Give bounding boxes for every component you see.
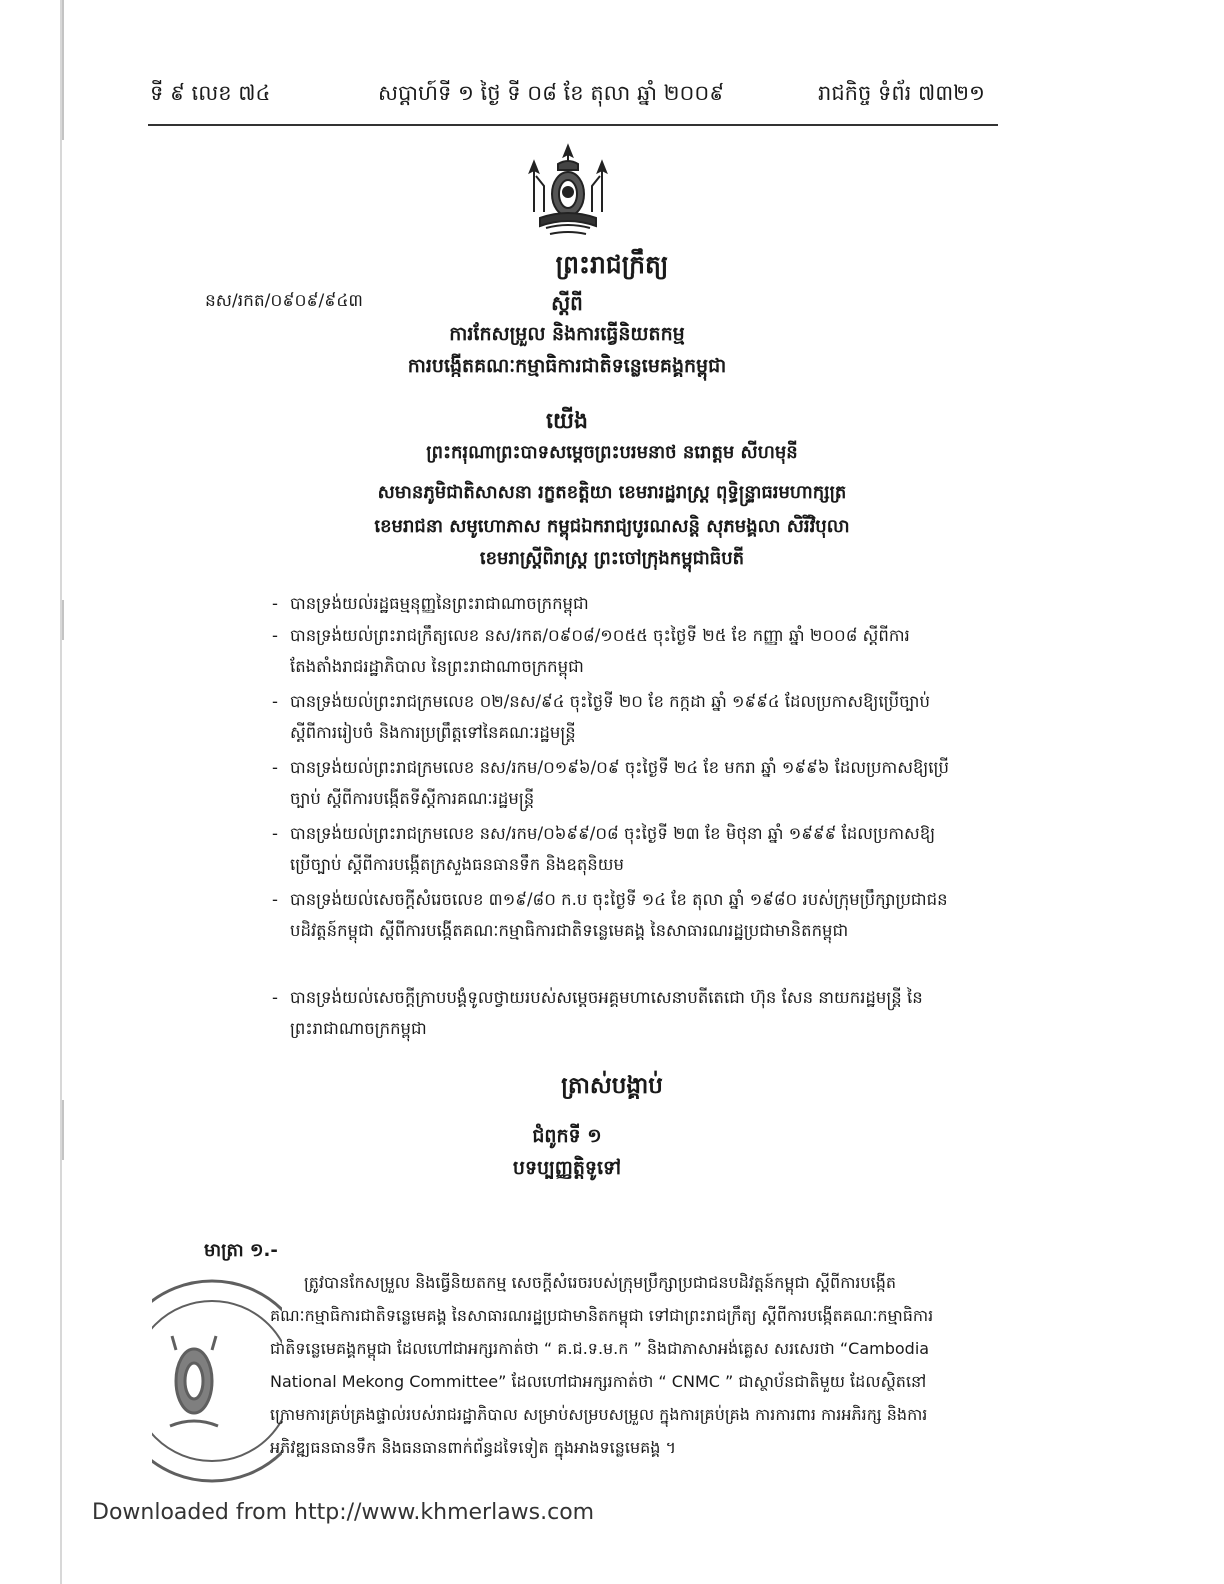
reference-text: បានទ្រង់យល់រដ្ឋធម្មនុញ្ញនៃព្រះរាជាណាចក្រកម្ពុជា xyxy=(290,594,589,613)
decree-heading: ត្រាស់បង្គាប់ xyxy=(561,1073,663,1099)
reference-item: - បានទ្រង់យល់សេចក្តីក្រាបបង្គំទូលថ្វាយរបស់សម្តេចអគ្គមហាសេនាបតីតេជោ ហ៊ុន សែន នាយករដ្ឋមន្ត្រី នៃព្រះរាជាណាចក្រកម្ពុជា xyxy=(272,988,923,1038)
official-seal-icon xyxy=(152,1276,282,1486)
document-number: នស/រកត/០៩០៩/៩៤៣ xyxy=(205,291,363,311)
reference-item: - បានទ្រង់យល់ព្រះរាជក្រមលេខ នស/រកម/០៦៩៩/០៨ ចុះថ្ងៃទី ២៣ ខែ មិថុនា ឆ្នាំ ១៩៩៩ ដែលប្រកាសឱ្យប្រើច្បាប់ ស្តីពីការបង្កើតក្រសួងធនធានទឹក និងឧតុនិយម xyxy=(272,824,936,874)
reference-text: បានទ្រង់យល់ព្រះរាជក្រមលេខ នស/រកម/០៦៩៩/០៨ ចុះថ្ងៃទី ២៣ ខែ មិថុនា ឆ្នាំ ១៩៩៩ ដែលប្រកាសឱ្យប្រើច្បាប់ ស្តីពីការបង្កើតក្រសួងធនធានទឹក និងឧតុនិយម xyxy=(290,824,936,874)
gazette-issue: ទី ៩ លេខ ៧៤ xyxy=(150,81,271,105)
reference-text: បានទ្រង់យល់សេចក្តីសំរេចលេខ ៣១៩/៨០ ក.ប ចុះថ្ងៃទី ១៤ ខែ តុលា ឆ្នាំ ១៩៨០ របស់ក្រុមប្រឹក្សាប្រជាជនបដិវត្តន៍កម្ពុជា ស្តីពីការបង្កើតគណៈកម្មាធិការជាតិទន្លេមេគង្គ នៃសាធារណរដ្ឋប្រជាមានិតកម្ពុជា xyxy=(290,890,948,940)
reference-item: - បានទ្រង់យល់សេចក្តីសំរេចលេខ ៣១៩/៨០ ក.ប ចុះថ្ងៃទី ១៤ ខែ តុលា ឆ្នាំ ១៩៨០ របស់ក្រុមប្រឹក្សាប្រជាជនបដិវត្តន៍កម្ពុជា ស្តីពីការបង្កើតគណៈកម្មាធិការជាតិទន្លេមេគង្គ នៃសាធារណរដ្ឋប្រជាមានិតកម្ពុជា xyxy=(272,890,948,940)
chapter-title: បទប្បញ្ញត្តិទូទៅ xyxy=(512,1157,622,1179)
download-source-footer: Downloaded from http://www.khmerlaws.com xyxy=(92,1500,595,1525)
reference-item: - បានទ្រង់យល់ព្រះរាជក្រមលេខ ០២/នស/៩៤ ចុះថ្ងៃទី ២០ ខែ កក្កដា ឆ្នាំ ១៩៩៤ ដែលប្រកាសឱ្យប្រើច្បាប់ ស្តីពីការរៀបចំ និងការប្រព្រឹត្តទៅនៃគណៈរដ្ឋមន្ត្រី xyxy=(272,692,930,742)
scan-edge-mark xyxy=(62,0,64,140)
scan-edge-mark xyxy=(62,600,64,640)
reference-text: បានទ្រង់យល់សេចក្តីក្រាបបង្គំទូលថ្វាយរបស់សម្តេចអគ្គមហាសេនាបតីតេជោ ហ៊ុន សែន នាយករដ្ឋមន្ត្រី នៃព្រះរាជាណាចក្រកម្ពុជា xyxy=(290,988,923,1038)
reference-item: - បានទ្រង់យល់ព្រះរាជក្រមលេខ នស/រកម/០១៩៦/០៩ ចុះថ្ងៃទី ២៤ ខែ មករា ឆ្នាំ ១៩៩៦ ដែលប្រកាសឱ្យប្រើច្បាប់ ស្តីពីការបង្កើតទីស្តីការគណៈរដ្ឋមន្ត្រី xyxy=(272,758,949,808)
subject-line: ការបង្កើតគណៈកម្មាធិការជាតិទន្លេមេគង្គកម្ពុជា xyxy=(407,355,727,377)
scan-edge-line xyxy=(60,0,62,1584)
gazette-header xyxy=(150,80,1010,120)
king-title-line: ព្រះករុណាព្រះបាទសម្តេចព្រះបរមនាថ នរោត្តម សីហមុនី xyxy=(426,442,798,463)
gazette-page: រាជកិច្ច ទំព័រ ៧៣២១ xyxy=(818,81,985,105)
royal-emblem-icon xyxy=(520,142,616,242)
subject-line: ការកែសម្រួល និងការធ្វើនិយតកម្ម xyxy=(449,323,685,345)
article-text: ត្រូវបានកែសម្រួល និងធ្វើនិយតកម្ម សេចក្តីសំរេចរបស់ក្រុមប្រឹក្សាប្រជាជនបដិវត្តន៍កម្ពុជា ស្តីពីការបង្កើតគណៈកម្មាធិការជាតិទន្លេមេគង្គ នៃសាធារណរដ្ឋប្រជាមានិតកម្ពុជា ទៅជាព្រះរាជក្រឹត្យ ស្តីពីការបង្កើតគណៈកម្មាធិការជាតិទន្លេមេគង្គកម្ពុជា ដែលហៅជាអក្សរកាត់ថា “ គ.ជ.ទ.ម.ក ” និងជាភាសាអង់គ្លេស សរសេរថា “Cambodia National Mekong Committee” ដែលហៅជាអក្សរកាត់ថា “ CNMC ” ជាស្ថាប័នជាតិមួយ ដែលស្ថិតនៅក្រោមការគ្រប់គ្រងផ្ទាល់របស់រាជរដ្ឋាភិបាល សម្រាប់សម្របសម្រួល ក្នុងការគ្រប់គ្រង ការការពារ ការអភិរក្ស និងការអភិវឌ្ឍធនធានទឹក និងធនធានពាក់ព័ន្ធដទៃទៀត ក្នុងអាងទន្លេមេគង្គ ។ xyxy=(270,1273,934,1457)
king-title-line: ខេមរាស្ត្រីពិរាស្ត្រ ព្រះចៅក្រុងកម្ពុជាធិបតី xyxy=(479,548,745,569)
chapter-number: ជំពូកទី ១ xyxy=(532,1125,602,1147)
preamble-we: យើង xyxy=(546,409,588,434)
header-rule xyxy=(148,124,998,126)
reference-item: - បានទ្រង់យល់ព្រះរាជក្រឹត្យលេខ នស/រកត/០៩០៨/១០៥៥ ចុះថ្ងៃទី ២៥ ខែ កញ្ញា ឆ្នាំ ២០០៨ ស្តីពីការតែងតាំងរាជរដ្ឋាភិបាល នៃព្រះរាជាណាចក្រកម្ពុជា xyxy=(272,626,910,676)
gazette-date: សប្តាហ៍ទី ១ ថ្ងៃ ទី ០៨ ខែ តុលា ឆ្នាំ ២០០៩ xyxy=(378,81,725,105)
king-title-line: សមានភូមិជាតិសាសនា រក្ខតខត្តិយា ខេមរារដ្ឋរាស្ត្រ ពុទ្ធិន្ទ្រាធរមហាក្សត្រ xyxy=(377,482,847,503)
reference-text: បានទ្រង់យល់ព្រះរាជក្រឹត្យលេខ នស/រកត/០៩០៨/១០៥៥ ចុះថ្ងៃទី ២៥ ខែ កញ្ញា ឆ្នាំ ២០០៨ ស្តីពីការតែងតាំងរាជរដ្ឋាភិបាល នៃព្រះរាជាណាចក្រកម្ពុជា xyxy=(290,626,910,676)
reference-text: បានទ្រង់យល់ព្រះរាជក្រមលេខ ០២/នស/៩៤ ចុះថ្ងៃទី ២០ ខែ កក្កដា ឆ្នាំ ១៩៩៤ ដែលប្រកាសឱ្យប្រើច្បាប់ ស្តីពីការរៀបចំ និងការប្រព្រឹត្តទៅនៃគណៈរដ្ឋមន្ត្រី xyxy=(290,692,930,742)
reference-text: បានទ្រង់យល់ព្រះរាជក្រមលេខ នស/រកម/០១៩៦/០៩ ចុះថ្ងៃទី ២៤ ខែ មករា ឆ្នាំ ១៩៩៦ ដែលប្រកាសឱ្យប្រើច្បាប់ ស្តីពីការបង្កើតទីស្តីការគណៈរដ្ឋមន្ត្រី xyxy=(290,758,949,808)
subject-label: ស្តីពី xyxy=(551,291,583,315)
king-title-line: ខេមរាជនា សមូហោភាស កម្ពុជឯករាជ្យបូរណសន្តិ សុភមង្គលា សិរីវិបុលា xyxy=(374,516,850,537)
article-label: មាត្រា ១.- xyxy=(204,1240,278,1261)
reference-item: - បានទ្រង់យល់រដ្ឋធម្មនុញ្ញនៃព្រះរាជាណាចក្រកម្ពុជា xyxy=(272,594,589,613)
document-title: ព្រះរាជក្រឹត្យ xyxy=(555,250,669,279)
